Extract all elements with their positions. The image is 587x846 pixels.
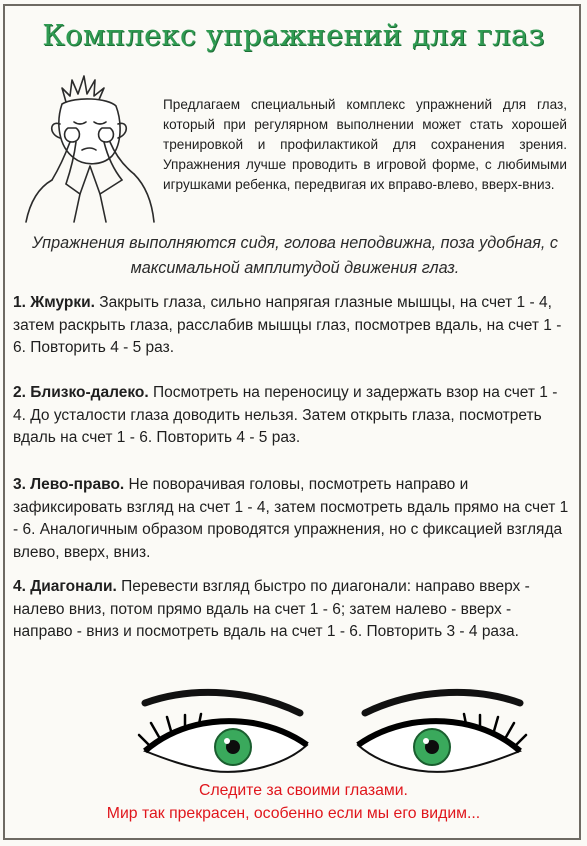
exercise-1 <box>13 292 573 360</box>
right-eye-icon <box>358 692 526 771</box>
footer-line-2: Мир так прекрасен, особенно если мы его видим... <box>106 805 481 822</box>
exercise-2-text: Посмотреть на переносицу и задержать взор на счет 1 - 4. До усталости глаза доводить нельзя. Затем открыть глаза, посмотреть вдаль на счет 1 - 6. Повторить 4 - 5 раз. <box>13 384 558 446</box>
exercise-2-title: 2. Близко-далеко. <box>13 384 149 401</box>
eyes-illustration <box>135 683 530 778</box>
exercise-3-title: 3. Лево-право. <box>13 476 125 493</box>
exercise-2 <box>13 382 573 450</box>
exercise-1-text: Закрыть глаза, сильно напрягая глазные мышцы, на счет 1 - 4, затем раскрыть глаза, расслабив мышцы глаз, посмотрев вдаль, на счет 1 - 6. Повторить 4 - 5 раз. <box>13 294 562 356</box>
left-eye-icon <box>139 692 307 771</box>
exercise-4-text: Перевести взгляд быстро по диагонали: направо вверх - налево вниз, потом прямо вдаль на счет 1 - 6; затем налево - вверх - направо - вниз и посмотреть вдаль на счет 1 - 6. Повторить 3 - 4 раза. <box>13 578 530 640</box>
exercise-4-title: 4. Диагонали. <box>13 578 117 595</box>
exercise-1-title: 1. Жмурки. <box>13 294 95 311</box>
intro-paragraph: Предлагаем специальный комплекс упражнений для глаз, который при регулярном выполнении может стать хорошей тренировкой и профилактикой для сохранения зрения. Упражнения лучше проводить в игровой форме, с любимыми игрушками ребенка, передвигая их вправо-влево, вверх-вниз. <box>163 97 567 192</box>
page-title: Комплекс упражнений для глаз <box>42 18 545 52</box>
exercise-conditions: Упражнения выполняются сидя, голова неподвижна, поза удобная, с максимальной амплитудой движения глаз. <box>32 234 558 277</box>
boy-rubbing-eyes-illustration <box>18 62 158 227</box>
exercise-3 <box>13 474 573 564</box>
footer-line-1: Следите за своими глазами. <box>199 782 408 799</box>
exercise-4 <box>13 576 573 644</box>
exercise-3-text: Не поворачивая головы, посмотреть направо и зафиксировать взгляд на счет 1 - 4, затем посмотреть вдаль прямо на счет 1 - 6. Аналогичным образом проводятся упражнения, но с фиксацией взгляда влево, вверх, вниз. <box>13 476 569 561</box>
